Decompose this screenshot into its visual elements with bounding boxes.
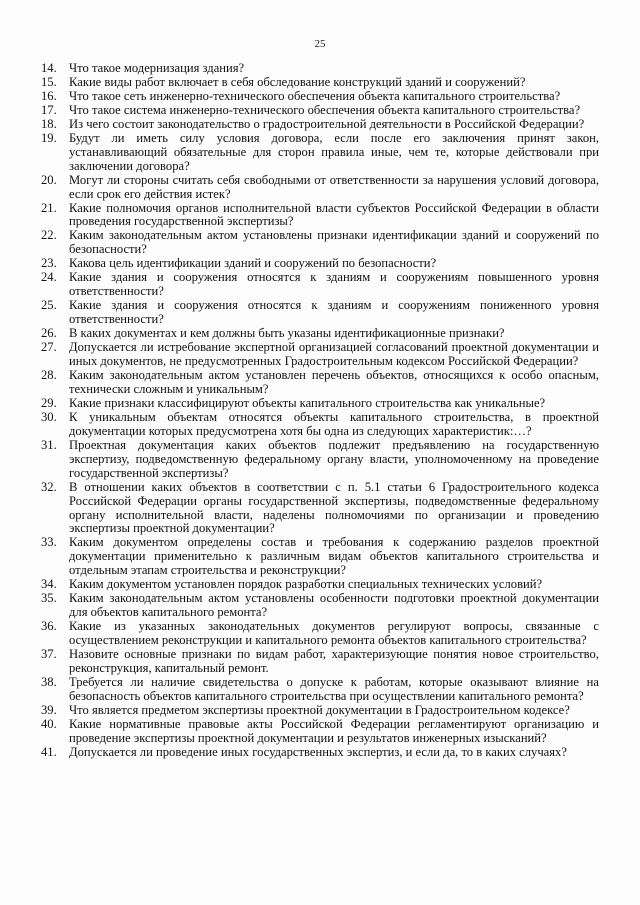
question-text: Какова цель идентификации зданий и сооружений по безопасности? (69, 256, 437, 271)
question-text: В отношении каких объектов в соответствии с п. 5.1 статьи 6 Градостроительного кодекса Российской Федерации органы государственной экспертизы, подведомственные федеральному органу исполнительной власти, наделены полномочиями по организации и проведению экспертизы проектной документации? (69, 479, 599, 536)
question-number: 23. (41, 256, 57, 271)
question-item (41, 299, 599, 327)
question-item (41, 104, 599, 118)
question-text: Проектная документация каких объектов подлежит предъявлению на государственную экспертизу, подведомственную федеральному органу власти, уполномоченному на проведение государственной экспертизы? (69, 437, 599, 480)
question-item (41, 718, 599, 746)
question-item (41, 536, 599, 578)
question-number: 16. (41, 88, 57, 103)
question-text: Какие признаки классифицируют объекты капитального строительства как уникальные? (69, 395, 546, 410)
question-text: Из чего состоит законодательство о градостроительной деятельности в Российской Федерации? (69, 116, 585, 131)
question-item (41, 229, 599, 257)
question-item (41, 439, 599, 481)
question-text: К уникальным объектам относятся объекты капитального строительства, в проектной документации которых предусмотрена хотя бы одна из следующих характеристик:…? (69, 409, 599, 438)
question-number: 36. (41, 619, 57, 634)
question-number: 34. (41, 577, 57, 592)
question-item (41, 746, 599, 760)
question-number: 31. (41, 437, 57, 452)
question-text: Что такое сеть инженерно-технического обеспечения объекта капитального строительства? (69, 88, 561, 103)
question-number: 22. (41, 228, 57, 243)
question-list (41, 62, 599, 760)
question-text: Допускается ли проведение иных государственных экспертиз, и если да, то в каких случаях? (69, 744, 567, 759)
question-item (41, 327, 599, 341)
question-item (41, 174, 599, 202)
question-number: 32. (41, 479, 57, 494)
question-number: 35. (41, 591, 57, 606)
question-text: Какие здания и сооружения относятся к зданиям и сооружениям пониженного уровня ответственности? (69, 298, 599, 327)
question-number: 17. (41, 102, 57, 117)
question-item (41, 411, 599, 439)
question-text: Допускается ли истребование экспертной организацией согласований проектной документации и иных документов, не предусмотренных Градостроительным кодексом Российской Федерации? (69, 340, 599, 369)
question-text: Что такое модернизация здания? (69, 61, 245, 75)
question-text: Требуется ли наличие свидетельства о допуске к работам, которые оказывают влияние на безопасность объектов капитального строительства при осуществлении капитального ремонта? (69, 674, 599, 703)
question-item (41, 202, 599, 230)
question-number: 24. (41, 270, 57, 285)
question-item (41, 62, 599, 76)
question-number: 41. (41, 744, 57, 759)
question-text: Какие нормативные правовые акты Российской Федерации регламентируют организацию и проведение экспертизы проектной документации и результатов инженерных изысканий? (69, 716, 599, 745)
question-number: 27. (41, 340, 57, 355)
question-text: Каким документом установлен порядок разработки специальных технических условий? (69, 577, 543, 592)
question-text: Что такое система инженерно-технического обеспечения объекта капитального строительства? (69, 102, 581, 117)
question-text: Какие виды работ включает в себя обследование конструкций зданий и сооружений? (69, 74, 526, 89)
question-item (41, 592, 599, 620)
question-item (41, 676, 599, 704)
question-item (41, 648, 599, 676)
question-item (41, 341, 599, 369)
question-item (41, 481, 599, 537)
question-text: Каким законодательным актом установлены признаки идентификации зданий и сооружений по безопасности? (69, 228, 599, 257)
question-number: 19. (41, 130, 57, 145)
question-text: Что является предметом экспертизы проектной документации в Градостроительном кодексе? (69, 702, 570, 717)
question-number: 20. (41, 172, 57, 187)
question-text: Будут ли иметь силу условия договора, если после его заключения принят закон, устанавливающий обязательные для сторон правила иные, чем те, которые действовали при заключении договора? (69, 130, 599, 173)
question-item (41, 620, 599, 648)
question-number: 33. (41, 535, 57, 550)
question-number: 30. (41, 409, 57, 424)
question-text: Какие здания и сооружения относятся к зданиям и сооружениям повышенного уровня ответственности? (69, 270, 599, 299)
question-number: 39. (41, 702, 57, 717)
question-item (41, 76, 599, 90)
question-number: 40. (41, 716, 57, 731)
question-text: Какие из указанных законодательных документов регулируют вопросы, связанные с осуществлением реконструкции и капитального ремонта объектов капитального строительства? (69, 619, 599, 648)
question-number: 38. (41, 674, 57, 689)
question-item (41, 704, 599, 718)
question-number: 25. (41, 298, 57, 313)
question-text: Каким документом определены состав и требования к содержанию разделов проектной документации применительно к различным видам объектов капитального строительства и отдельным этапам строительства и реконструкции? (69, 535, 599, 578)
question-number: 29. (41, 395, 57, 410)
question-item (41, 271, 599, 299)
question-number: 37. (41, 647, 57, 662)
page-number: 25 (314, 38, 326, 50)
question-item (41, 369, 599, 397)
question-text: Каким законодательным актом установлены особенности подготовки проектной документации для объектов капитального ремонта? (69, 591, 599, 620)
question-text: Каким законодательным актом установлен перечень объектов, относящихся к особо опасным, технически сложным и уникальным? (69, 367, 599, 396)
question-text: Назовите основные признаки по видам работ, характеризующие понятия новое строительство, реконструкция, капитальный ремонт. (69, 647, 599, 675)
question-number: 28. (41, 367, 57, 382)
question-number: 15. (41, 74, 57, 89)
question-number: 21. (41, 200, 57, 215)
question-item (41, 118, 599, 132)
question-number: 26. (41, 326, 57, 341)
question-item (41, 90, 599, 104)
question-text: Какие полномочия органов исполнительной власти субъектов Российской Федерации в области проведения государственной экспертизы? (69, 200, 599, 229)
question-item (41, 257, 599, 271)
question-item (41, 397, 599, 411)
question-text: В каких документах и кем должны быть указаны идентификационные признаки? (69, 326, 505, 341)
question-item (41, 578, 599, 592)
question-number: 14. (41, 61, 57, 75)
question-text: Могут ли стороны считать себя свободными от ответственности за нарушения условий договора, если срок его действия истек? (69, 172, 599, 201)
question-item (41, 132, 599, 174)
question-number: 18. (41, 116, 57, 131)
